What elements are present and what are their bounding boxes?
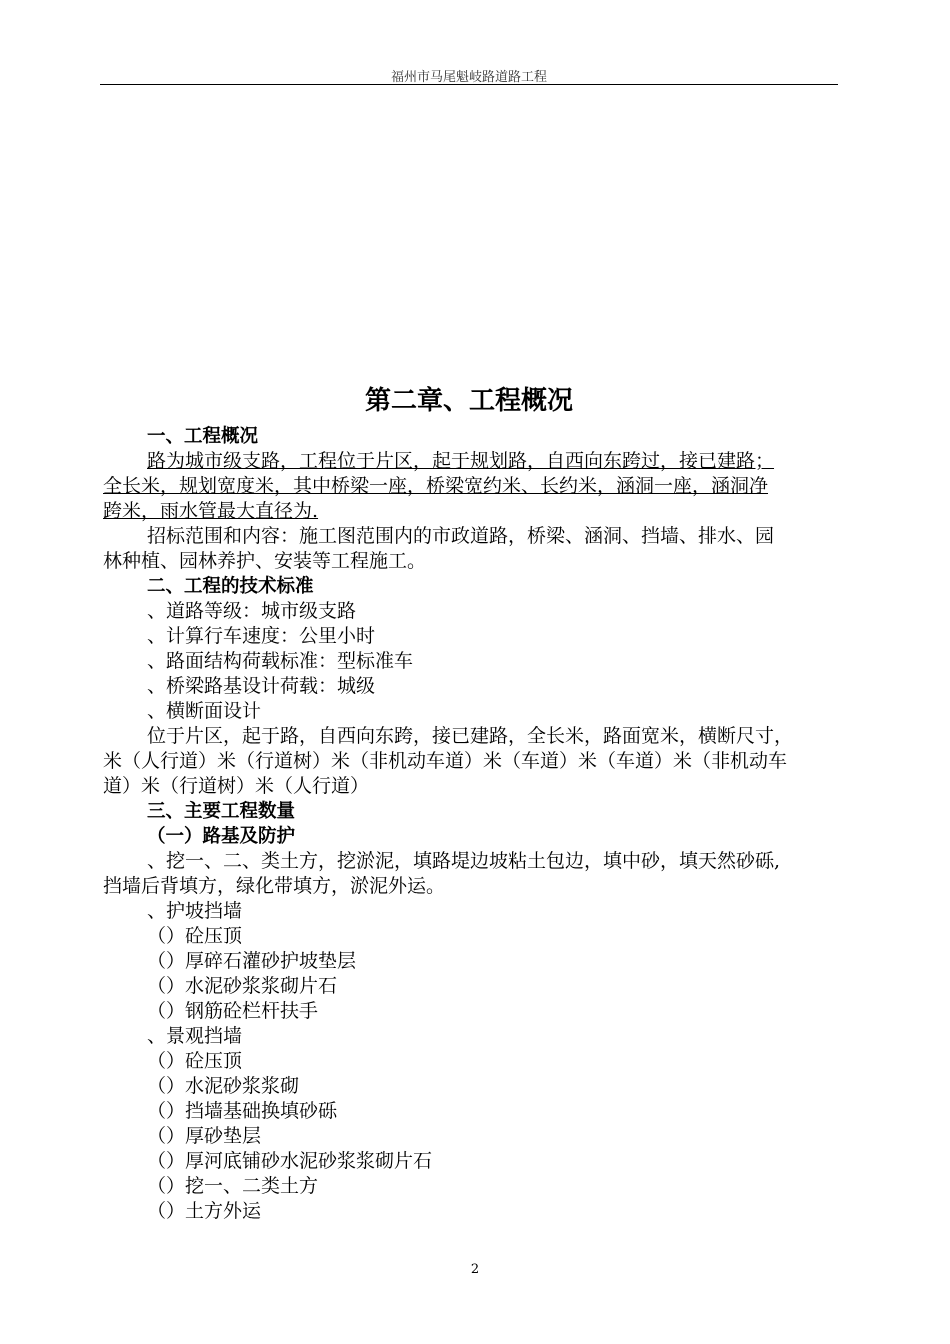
body-line: 挡墙后背填方，绿化带填方，淤泥外运。 (103, 875, 446, 897)
body-line: 道）米（行道树）米（人行道） (103, 775, 370, 797)
page-number: 2 (470, 1262, 480, 1277)
running-header: 福州市马尾魁岐路道路工程 (390, 70, 547, 85)
body-line: 、横断面设计 (147, 700, 262, 722)
body-line: （）水泥砂浆浆砌 (147, 1075, 300, 1097)
chapter-title: 第二章、工程概况 (364, 386, 573, 416)
body-line: 、景观挡墙 (147, 1025, 243, 1047)
body-line: 、护坡挡墙 (147, 900, 243, 922)
body-line: 招标范围和内容：施工图范围内的市政道路，桥梁、涵洞、挡墙、排水、园 (147, 525, 775, 547)
underlined-text: 路为城市级支路，工程位于片区，起于规划路，自西向东跨过，接已建路； (147, 450, 775, 472)
body-text (103, 424, 838, 1224)
body-line: （）土方外运 (147, 1200, 262, 1222)
header-rule (100, 84, 838, 85)
body-line: 林种植、园林养护、安装等工程施工。 (103, 550, 427, 572)
body-line: 、计算行车速度：公里小时 (147, 625, 376, 647)
body-line: 、道路等级：城市级支路 (147, 600, 357, 622)
body-line: （）厚砂垫层 (147, 1125, 262, 1147)
body-line: 米（人行道）米（行道树）米（非机动车道）米（车道）米（车道）米（非机动车 (103, 750, 788, 772)
body-line: （）厚河底铺砂水泥砂浆浆砌片石 (147, 1150, 433, 1172)
body-line: （）厚碎石灌砂护坡垫层 (147, 950, 357, 972)
body-line (103, 499, 838, 524)
body-line: （）挖一、二类土方 (147, 1175, 319, 1197)
section-heading: 一、工程概况 (147, 426, 259, 447)
section-heading: 三、主要工程数量 (147, 801, 296, 822)
body-line (103, 474, 838, 499)
body-line: 、路面结构荷载标准：型标准车 (147, 650, 414, 672)
body-line: （）挡墙基础换填砂砾 (147, 1100, 338, 1122)
body-line (103, 449, 838, 474)
body-line: （）砼压顶 (147, 1050, 243, 1072)
underlined-text: 全长米，规划宽度米，其中桥梁一座，桥梁宽约米、长约米，涵洞一座，涵洞净 (103, 475, 769, 497)
body-line: 、挖一、二、类土方，挖淤泥，填路堤边坡粘土包边，填中砂，填天然砂砾, (147, 850, 781, 872)
body-line: 、桥梁路基设计荷载：城级 (147, 675, 376, 697)
body-line: 位于片区，起于路，自西向东跨，接已建路，全长米，路面宽米，横断尺寸， (147, 725, 794, 747)
underlined-text: 跨米，雨水管最大直径为. (103, 500, 319, 522)
section-heading: 二、工程的技术标准 (147, 576, 314, 597)
body-line: （）水泥砂浆浆砌片石 (147, 975, 338, 997)
body-line: （）砼压顶 (147, 925, 243, 947)
section-heading: （一）路基及防护 (147, 826, 296, 847)
body-line: （）钢筋砼栏杆扶手 (147, 1000, 319, 1022)
